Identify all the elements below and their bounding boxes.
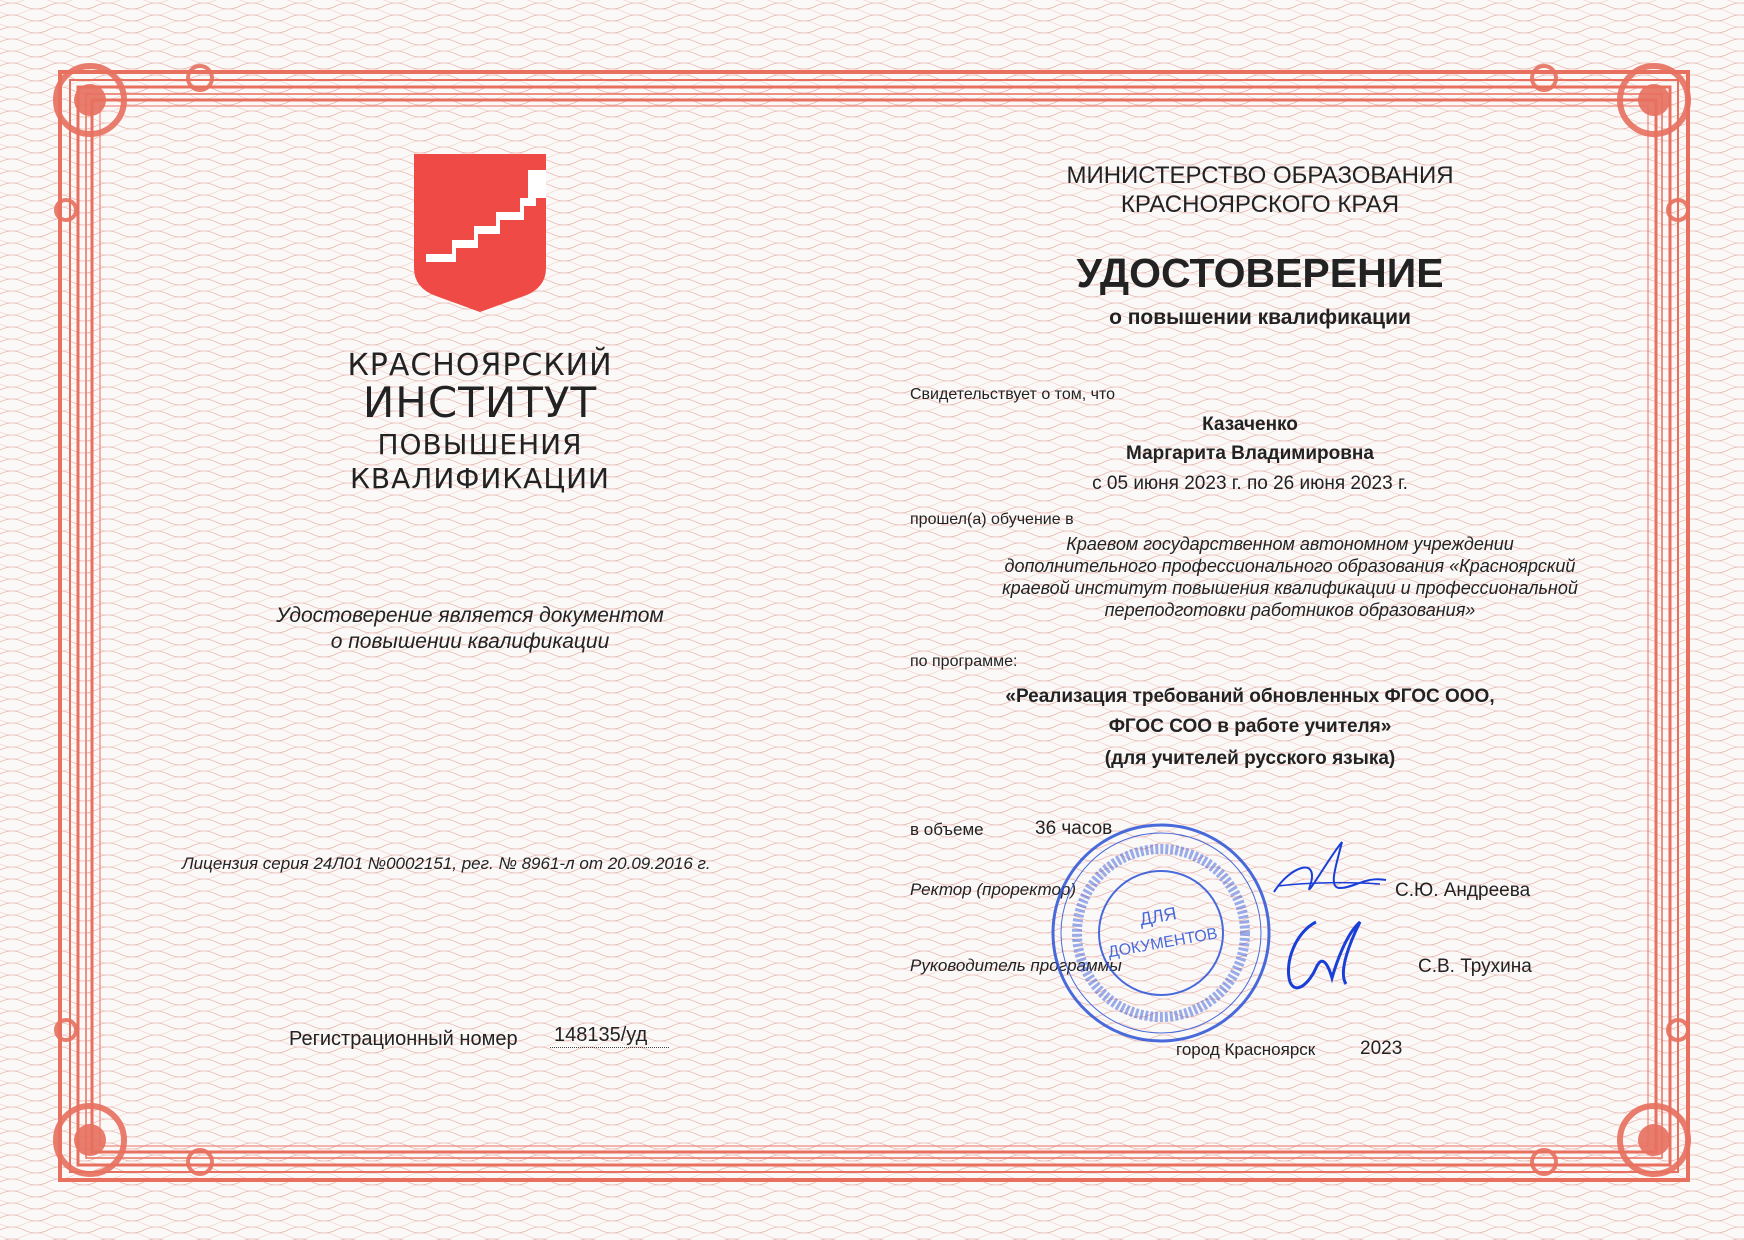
certificate-title: УДОСТОВЕРЕНИЕ — [1076, 250, 1444, 296]
volume-value: 36 часов — [1035, 818, 1113, 839]
registration-label: Регистрационный номер — [289, 1028, 518, 1050]
registration-number: 148135/уд — [550, 1024, 669, 1048]
certifies-label: Свидетельствует о том, что — [910, 386, 1115, 403]
institution-line4: переподготовки работников образования» — [1104, 600, 1476, 620]
stamp-center-line1: ДЛЯ — [1138, 903, 1179, 930]
institution-line3: краевой институт повышения квалификации и профессиональной — [1002, 578, 1578, 598]
program-head-label: Руководитель программы — [910, 956, 1122, 975]
recipient-given-names: Маргарита Владимировна — [1126, 443, 1374, 464]
logo-line-krasnoyarsky: КРАСНОЯРСКИЙ — [347, 348, 613, 383]
institution-line1: Краевом государственном автономном учреждении — [1066, 534, 1514, 554]
issue-city: город Красноярск — [1176, 1040, 1316, 1059]
certificate-subtitle: о повышении квалификации — [1109, 306, 1411, 329]
official-stamp — [1048, 820, 1274, 1046]
rector-name: С.Ю. Андреева — [1395, 880, 1531, 901]
license-line: Лицензия серия 24Л01 №0002151, рег. № 8961-л от 20.09.2016 г. — [182, 854, 711, 873]
study-dates: с 05 июня 2023 г. по 26 июня 2023 г. — [1092, 473, 1408, 494]
institution-line2: дополнительного профессионального образования «Красноярский — [1004, 556, 1576, 576]
volume-label: в объеме — [910, 820, 984, 839]
program-line3: (для учителей русского языка) — [1104, 748, 1396, 769]
program-line1: «Реализация требований обновленных ФГОС ООО, — [1005, 686, 1495, 707]
rector-label: Ректор (проректор) — [910, 880, 1077, 899]
rector-signature — [1270, 836, 1390, 906]
doc-note-line1: Удостоверение является документом — [276, 604, 664, 627]
issue-year: 2023 — [1360, 1038, 1403, 1059]
program-head-signature — [1276, 912, 1366, 1002]
logo-line-kvalifikacii: КВАЛИФИКАЦИИ — [350, 462, 610, 495]
studied-label: прошел(а) обучение в — [910, 511, 1074, 528]
ministry-line2: КРАСНОЯРСКОГО КРАЯ — [1120, 191, 1400, 218]
ministry-line1: МИНИСТЕРСТВО ОБРАЗОВАНИЯ — [1066, 162, 1454, 189]
program-line2: ФГОС СОО в работе учителя» — [1108, 716, 1392, 737]
program-label: по программе: — [910, 653, 1018, 670]
logo-line-povysheniya: ПОВЫШЕНИЯ — [377, 428, 583, 461]
doc-note-line2: о повышении квалификации — [330, 630, 610, 653]
institute-logo-shield — [412, 150, 548, 316]
stamp-center-line2: ДОКУМЕНТОВ — [1106, 925, 1219, 962]
logo-line-institut: ИНСТИТУТ — [362, 378, 598, 427]
recipient-surname: Казаченко — [1202, 414, 1298, 435]
program-head-name: С.В. Трухина — [1418, 956, 1532, 977]
